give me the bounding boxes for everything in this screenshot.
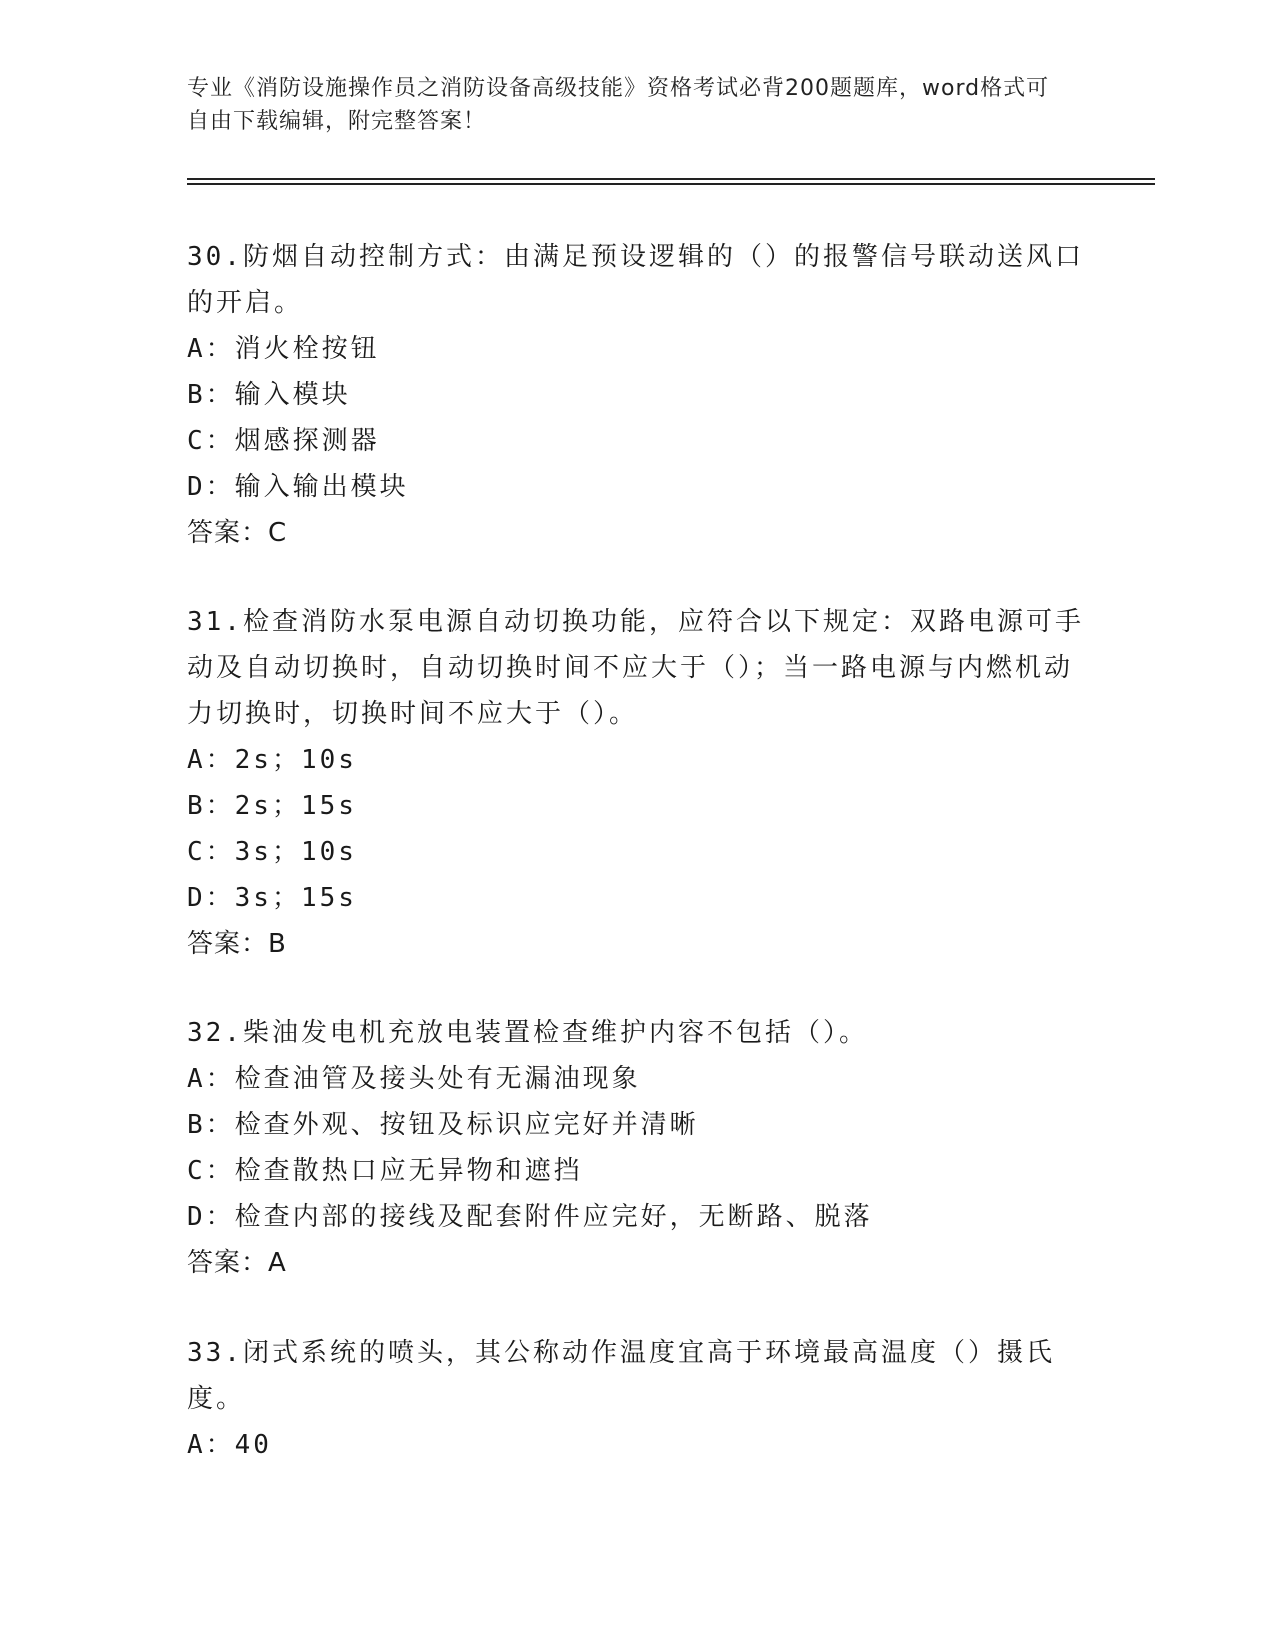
question-text: 33.闭式系统的喷头，其公称动作温度宜高于环境最高温度（）摄氏度。 [187,1338,1055,1414]
header-divider-top [187,178,1155,180]
question-text: 32.柴油发电机充放电装置检查维护内容不包括（）。 [187,1018,868,1048]
answer: 答案：B [187,929,287,959]
option-a: A：2s；10s [187,745,357,775]
header-divider-bottom [187,183,1155,185]
document-header: 专业《消防设施操作员之消防设备高级技能》资格考试必背200题题库，word格式可自由下载编辑，附完整答案！ [187,76,1050,134]
option-c: C：烟感探测器 [187,426,380,456]
answer: 答案：A [187,1248,287,1278]
question-text: 31.检查消防水泵电源自动切换功能，应符合以下规定：双路电源可手动及自动切换时，自动切换时间不应大于（）；当一路电源与内燃机动力切换时，切换时间不应大于（）。 [187,607,1084,729]
question-32 [187,1010,1087,1286]
option-b: B：2s；15s [187,791,357,821]
option-a: A：消火栓按钮 [187,334,380,364]
option-d: D：3s；15s [187,883,357,913]
option-a: A：40 [187,1430,272,1460]
option-b: B：检查外观、按钮及标识应完好并清晰 [187,1110,699,1140]
option-c: C：检查散热口应无异物和遮挡 [187,1156,583,1186]
answer: 答案：C [187,518,288,548]
option-b: B：输入模块 [187,380,351,410]
option-d: D：输入输出模块 [187,472,409,502]
question-31 [187,599,1087,967]
option-d: D：检查内部的接线及配套附件应完好，无断路、脱落 [187,1202,873,1232]
option-a: A：检查油管及接头处有无漏油现象 [187,1064,641,1094]
option-c: C：3s；10s [187,837,357,867]
question-30 [187,234,1087,556]
question-33 [187,1330,1087,1468]
question-text: 30.防烟自动控制方式：由满足预设逻辑的（）的报警信号联动送风口的开启。 [187,242,1084,318]
